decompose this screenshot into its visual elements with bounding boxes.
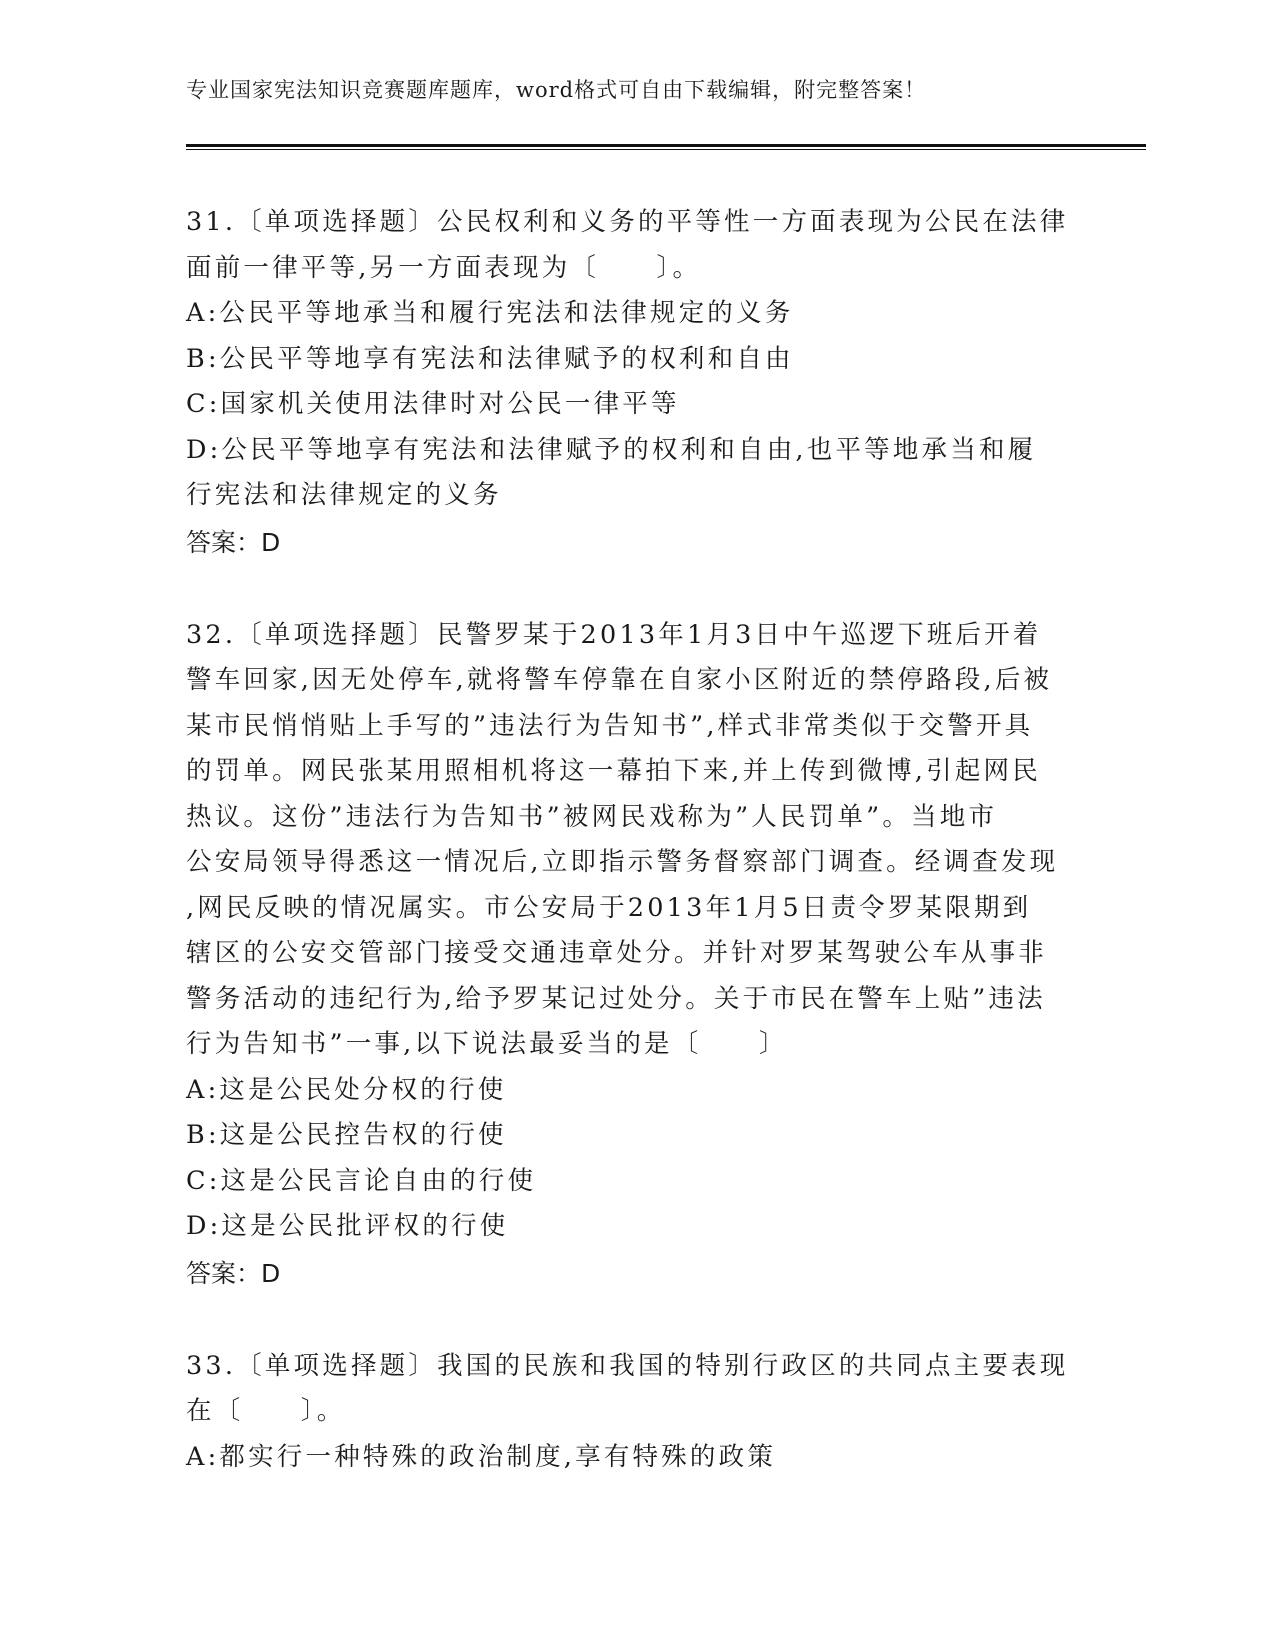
question-text-line: 热议。这份”违法行为告知书”被网民戏称为”人民罚单”。当地市	[186, 801, 998, 832]
answer: 答案：D	[186, 527, 281, 557]
option-b: B:公民平等地享有宪法和法律赋予的权利和自由	[186, 343, 794, 374]
question-text-line: 公安局领导得悉这一情况后,立即指示警务督察部门调查。经调查发现	[186, 847, 1059, 877]
question-33	[186, 1344, 1086, 1481]
option-c: C:这是公民言论自由的行使	[186, 1165, 537, 1196]
question-text-line: 警车回家,因无处停车,就将警车停靠在自家小区附近的禁停路段,后被	[186, 665, 1053, 695]
option-a: A:公民平等地承当和履行宪法和法律规定的义务	[186, 298, 794, 328]
option-c: C:国家机关使用法律时对公民一律平等	[186, 389, 680, 419]
header-divider-thick	[186, 144, 1146, 147]
option-d-continued: 行宪法和法律规定的义务	[186, 480, 502, 510]
question-text-line: 辖区的公安交管部门接受交通违章处分。并针对罗某驾驶公车从事非	[186, 938, 1048, 968]
question-text-line: ,网民反映的情况属实。市公安局于2013年1月5日责令罗某限期到	[186, 892, 1032, 923]
header-divider-thin	[186, 149, 1146, 150]
question-text-line: 行为告知书”一事,以下说法最妥当的是〔 〕	[186, 1029, 788, 1059]
answer: 答案：D	[186, 1258, 281, 1288]
question-text-line: 32.〔单项选择题〕民警罗某于2013年1月3日中午巡逻下班后开着	[186, 619, 1042, 650]
page-header: 专业国家宪法知识竞赛题库题库，word格式可自由下载编辑，附完整答案！	[186, 78, 927, 102]
question-text-line: 33.〔单项选择题〕我国的民族和我国的特别行政区的共同点主要表现	[186, 1350, 1069, 1381]
question-text-line: 警务活动的违纪行为,给予罗某记过处分。关于市民在警车上贴”违法	[186, 983, 1046, 1014]
option-b: B:这是公民控告权的行使	[186, 1120, 507, 1150]
question-text-line: 某市民悄悄贴上手写的”违法行为告知书”,样式非常类似于交警开具	[186, 710, 1034, 741]
option-a: A:都实行一种特殊的政治制度,享有特殊的政策	[186, 1441, 777, 1472]
question-text-line: 在〔 〕。	[186, 1396, 346, 1426]
question-text-line: 31.〔单项选择题〕公民权利和义务的平等性一方面表现为公民在法律	[186, 207, 1069, 237]
question-31	[186, 200, 1086, 567]
option-d: D:公民平等地享有宪法和法律赋予的权利和自由,也平等地承当和履	[186, 434, 1037, 465]
question-text-line: 的罚单。网民张某用照相机将这一幕拍下来,并上传到微博,引起网民	[186, 756, 1041, 786]
question-text-line: 面前一律平等,另一方面表现为〔 〕。	[186, 252, 702, 283]
option-d: D:这是公民批评权的行使	[186, 1211, 509, 1241]
question-32	[186, 613, 1086, 1298]
option-a: A:这是公民处分权的行使	[186, 1074, 507, 1105]
question-list	[186, 200, 1086, 1526]
